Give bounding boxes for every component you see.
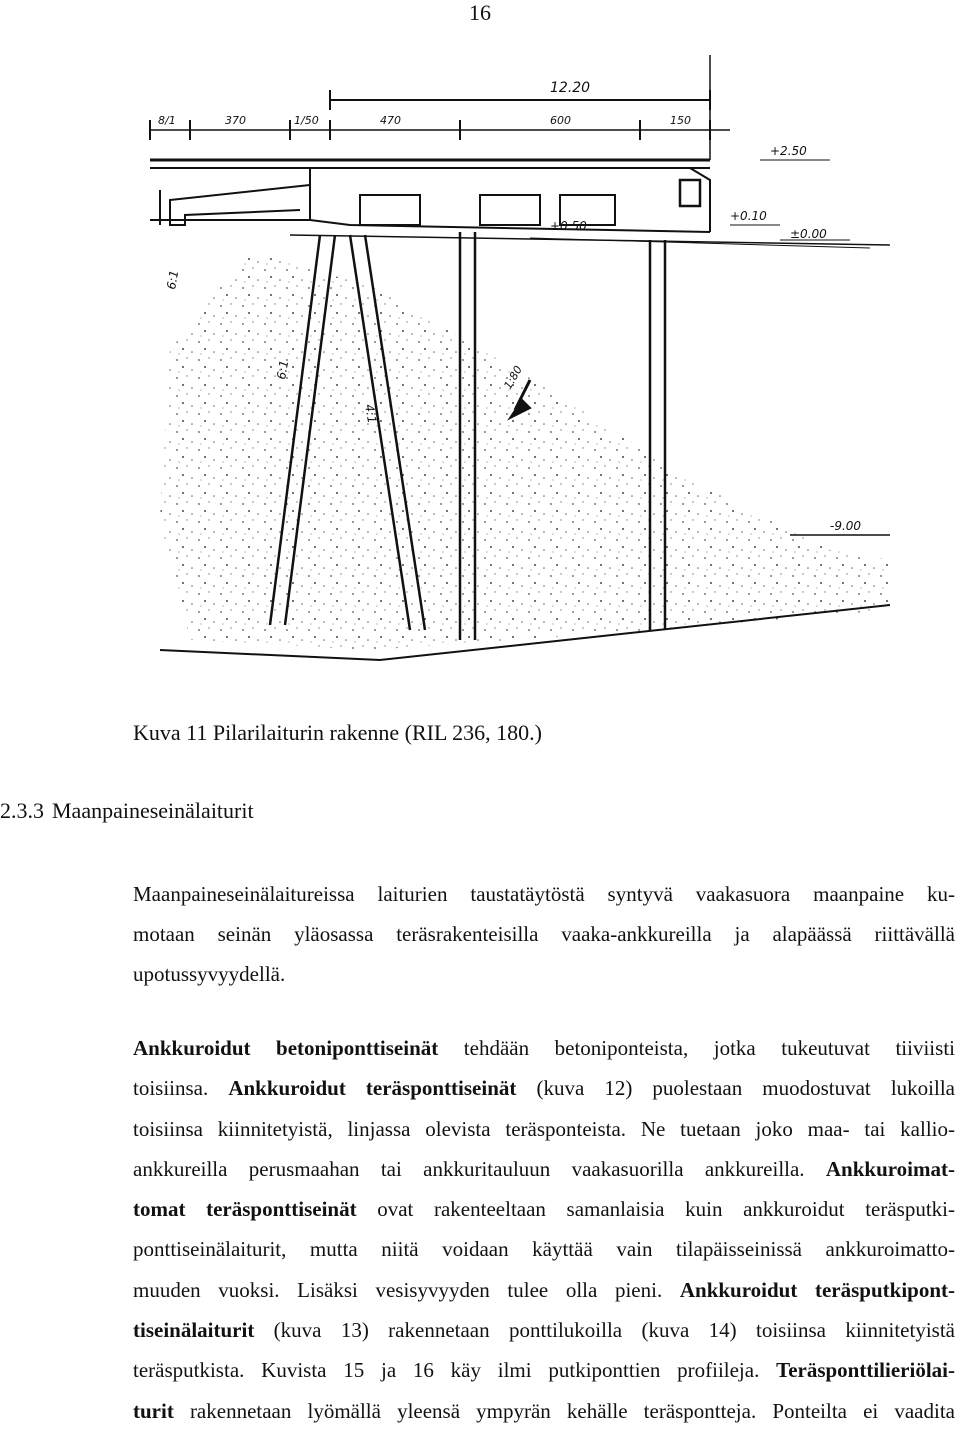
dimension-label: 150 — [670, 114, 691, 127]
text-line: tiseinälaiturit (kuva 13) rakennetaan ponttilukoilla (kuva 14) toisiinsa kiinnitetyistä — [133, 1318, 955, 1343]
dimension-label: 1/50 — [294, 114, 319, 127]
text-line: Maanpaineseinälaitureissa laiturien taustatäytöstä syntyvä vaakasuora maanpaine ku- — [133, 882, 955, 906]
text-line: toisiinsa. Ankkuroidut teräsponttiseinät (kuva 12) puolestaan muodostuvat lukoilla — [133, 1076, 955, 1101]
page-number: 16 — [469, 0, 491, 25]
text-line: toisiinsa kiinnitetyistä, linjassa olevista teräsponteista. Ne tuetaan joko maa- tai kallio- — [133, 1116, 955, 1141]
dimension-label: 600 — [550, 114, 571, 127]
text-line: turit rakennetaan lyömällä yleensä ympyrän kehälle teräspontteja. Ponteilta ei vaadita — [133, 1398, 955, 1423]
bold-term: Teräsponttilieriölai- — [776, 1358, 955, 1383]
slope-label: 6:1 — [164, 269, 182, 291]
paragraph — [133, 1028, 955, 1431]
text-line: motaan seinän yläosassa teräsrakenteisilla vaaka-ankkureilla ja alapäässä riittävällä — [133, 922, 955, 946]
slope-label: 6:1 — [274, 359, 292, 381]
slope-fill — [160, 250, 890, 650]
dimension-label: 470 — [380, 114, 401, 127]
text-line: upotussyvyydellä. — [133, 962, 286, 986]
section-title: Maanpaineseinälaiturit — [52, 798, 254, 823]
section-heading — [0, 798, 254, 824]
text-line: Ankkuroidut betoniponttiseinät tehdään betoniponteista, jotka tukeutuvat tiiviisti — [133, 1036, 955, 1060]
bold-term: tiseinälaiturit — [133, 1318, 255, 1343]
bold-term: turit — [133, 1398, 174, 1423]
pier-structure-drawing — [130, 50, 890, 700]
level-label: -9.00 — [830, 519, 862, 533]
section-number: 2.3.3 — [0, 798, 44, 823]
text-line: ankkureilla perusmaahan tai ankkuritauluun vaakasuorilla ankkureilla. Ankkuroimat- — [133, 1156, 955, 1181]
dimension-label: 370 — [225, 114, 246, 127]
text-line: muuden vuoksi. Lisäksi vesisyvyyden tulee olla pieni. Ankkuroidut teräsputkipont- — [133, 1277, 955, 1302]
slope-label: 1:80 — [501, 363, 525, 392]
bold-term: Ankkuroidut teräsputkipont- — [679, 1277, 955, 1302]
slope-label: 4:1 — [362, 403, 380, 425]
dimension-label: 8/1 — [158, 114, 176, 127]
paragraph — [133, 874, 955, 994]
level-label: +0.50 — [550, 219, 587, 233]
level-label: ±0.00 — [790, 227, 827, 241]
figure-caption: Kuva 11 Pilarilaiturin rakenne (RIL 236, 180.) — [133, 720, 542, 745]
dimension-label: 12.20 — [550, 80, 591, 96]
text-line: teräsputkista. Kuvista 15 ja 16 käy ilmi putkiponttien profiileja. Teräsponttilieriölai- — [133, 1358, 955, 1383]
text-line: tomat teräsponttiseinät ovat rakenteeltaan samanlaisia kuin ankkuroidut teräsputki- — [133, 1197, 955, 1222]
bold-term: Ankkuroidut teräsponttiseinät — [228, 1076, 517, 1101]
text-line: ponttiseinälaiturit, mutta niitä voidaan käyttää vain tilapäisseinissä ankkuroimatto- — [133, 1237, 955, 1262]
bold-term: Ankkuroidut betoniponttiseinät — [133, 1036, 439, 1060]
level-label: +2.50 — [770, 144, 807, 158]
bold-term: Ankkuroimat- — [825, 1156, 955, 1181]
level-label: +0.10 — [730, 209, 767, 223]
bold-term: tomat teräsponttiseinät — [133, 1197, 357, 1222]
